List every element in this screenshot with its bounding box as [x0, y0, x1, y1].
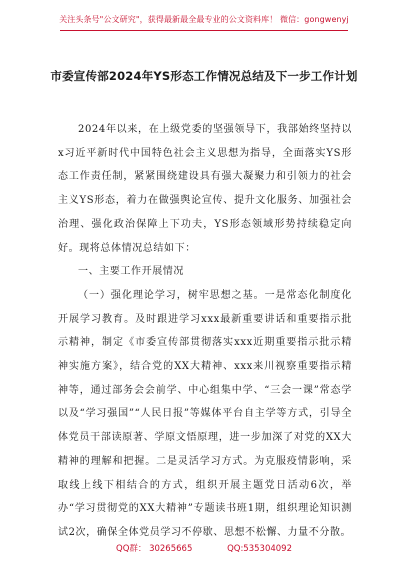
- body-paragraph: （一）强化理论学习，树牢思想之基。一是常态化制度化开展学习教育。及时跟进学习xxx最新重要讲话和重要指示批示精神，制定《市委宣传部贯彻落实xxx近期重要指示批示精神实施方案》，结合党的XX大精神、xxx来川视察重要指示精神等，通过部务会会前学、中心组集中学、“三会一课”常态学以及“学习强国”“人民日报”等媒体平台自主学等方式，引导全体党员干部读原著、学原文悟原理，进一步加深了对党的XX大精神的理解和把握。二是灵活学习方式。为克服疫情影响，采取线上线下相结合的方式，组织开展主题党日活动6次，举办“学习贯彻党的XX大精神”专题读书班1期，组织理论知识测试2次，确保全体党员学习不停歇、思想不松懈、力量不分散。: [58, 289, 352, 538]
- document-title: 市委宣传部2024年YS形态工作情况总结及下一步工作计划: [50, 69, 358, 83]
- qq-contact: QQ:535304092: [227, 544, 292, 554]
- header-divider: [60, 30, 348, 31]
- promo-banner: 关注头条号"公文研究"，获得最新最全最专业的公文资料库！ 微信：gongwenyj: [59, 15, 349, 24]
- intro-paragraph: 2024年以来，在上级党委的坚强领导下，我部始终坚持以x习近平新时代中国特色社会主义思想为指导，全面落实YS形态工作责任制，紧紧围绕建设具有强大凝聚力和引领力的社会主义YS形态，着力在做强舆论宣传、提升文化服务、加强社会治理、强化政治保障上下功夫，YS形态领域形势持续稳定向好。现将总体情况总结如下：: [58, 124, 352, 254]
- section-heading: 一、主要工作开展情况: [78, 266, 184, 278]
- qq-group: QQ群： 30265665: [116, 544, 193, 554]
- document-body: [58, 118, 352, 545]
- contact-footer: [0, 543, 408, 555]
